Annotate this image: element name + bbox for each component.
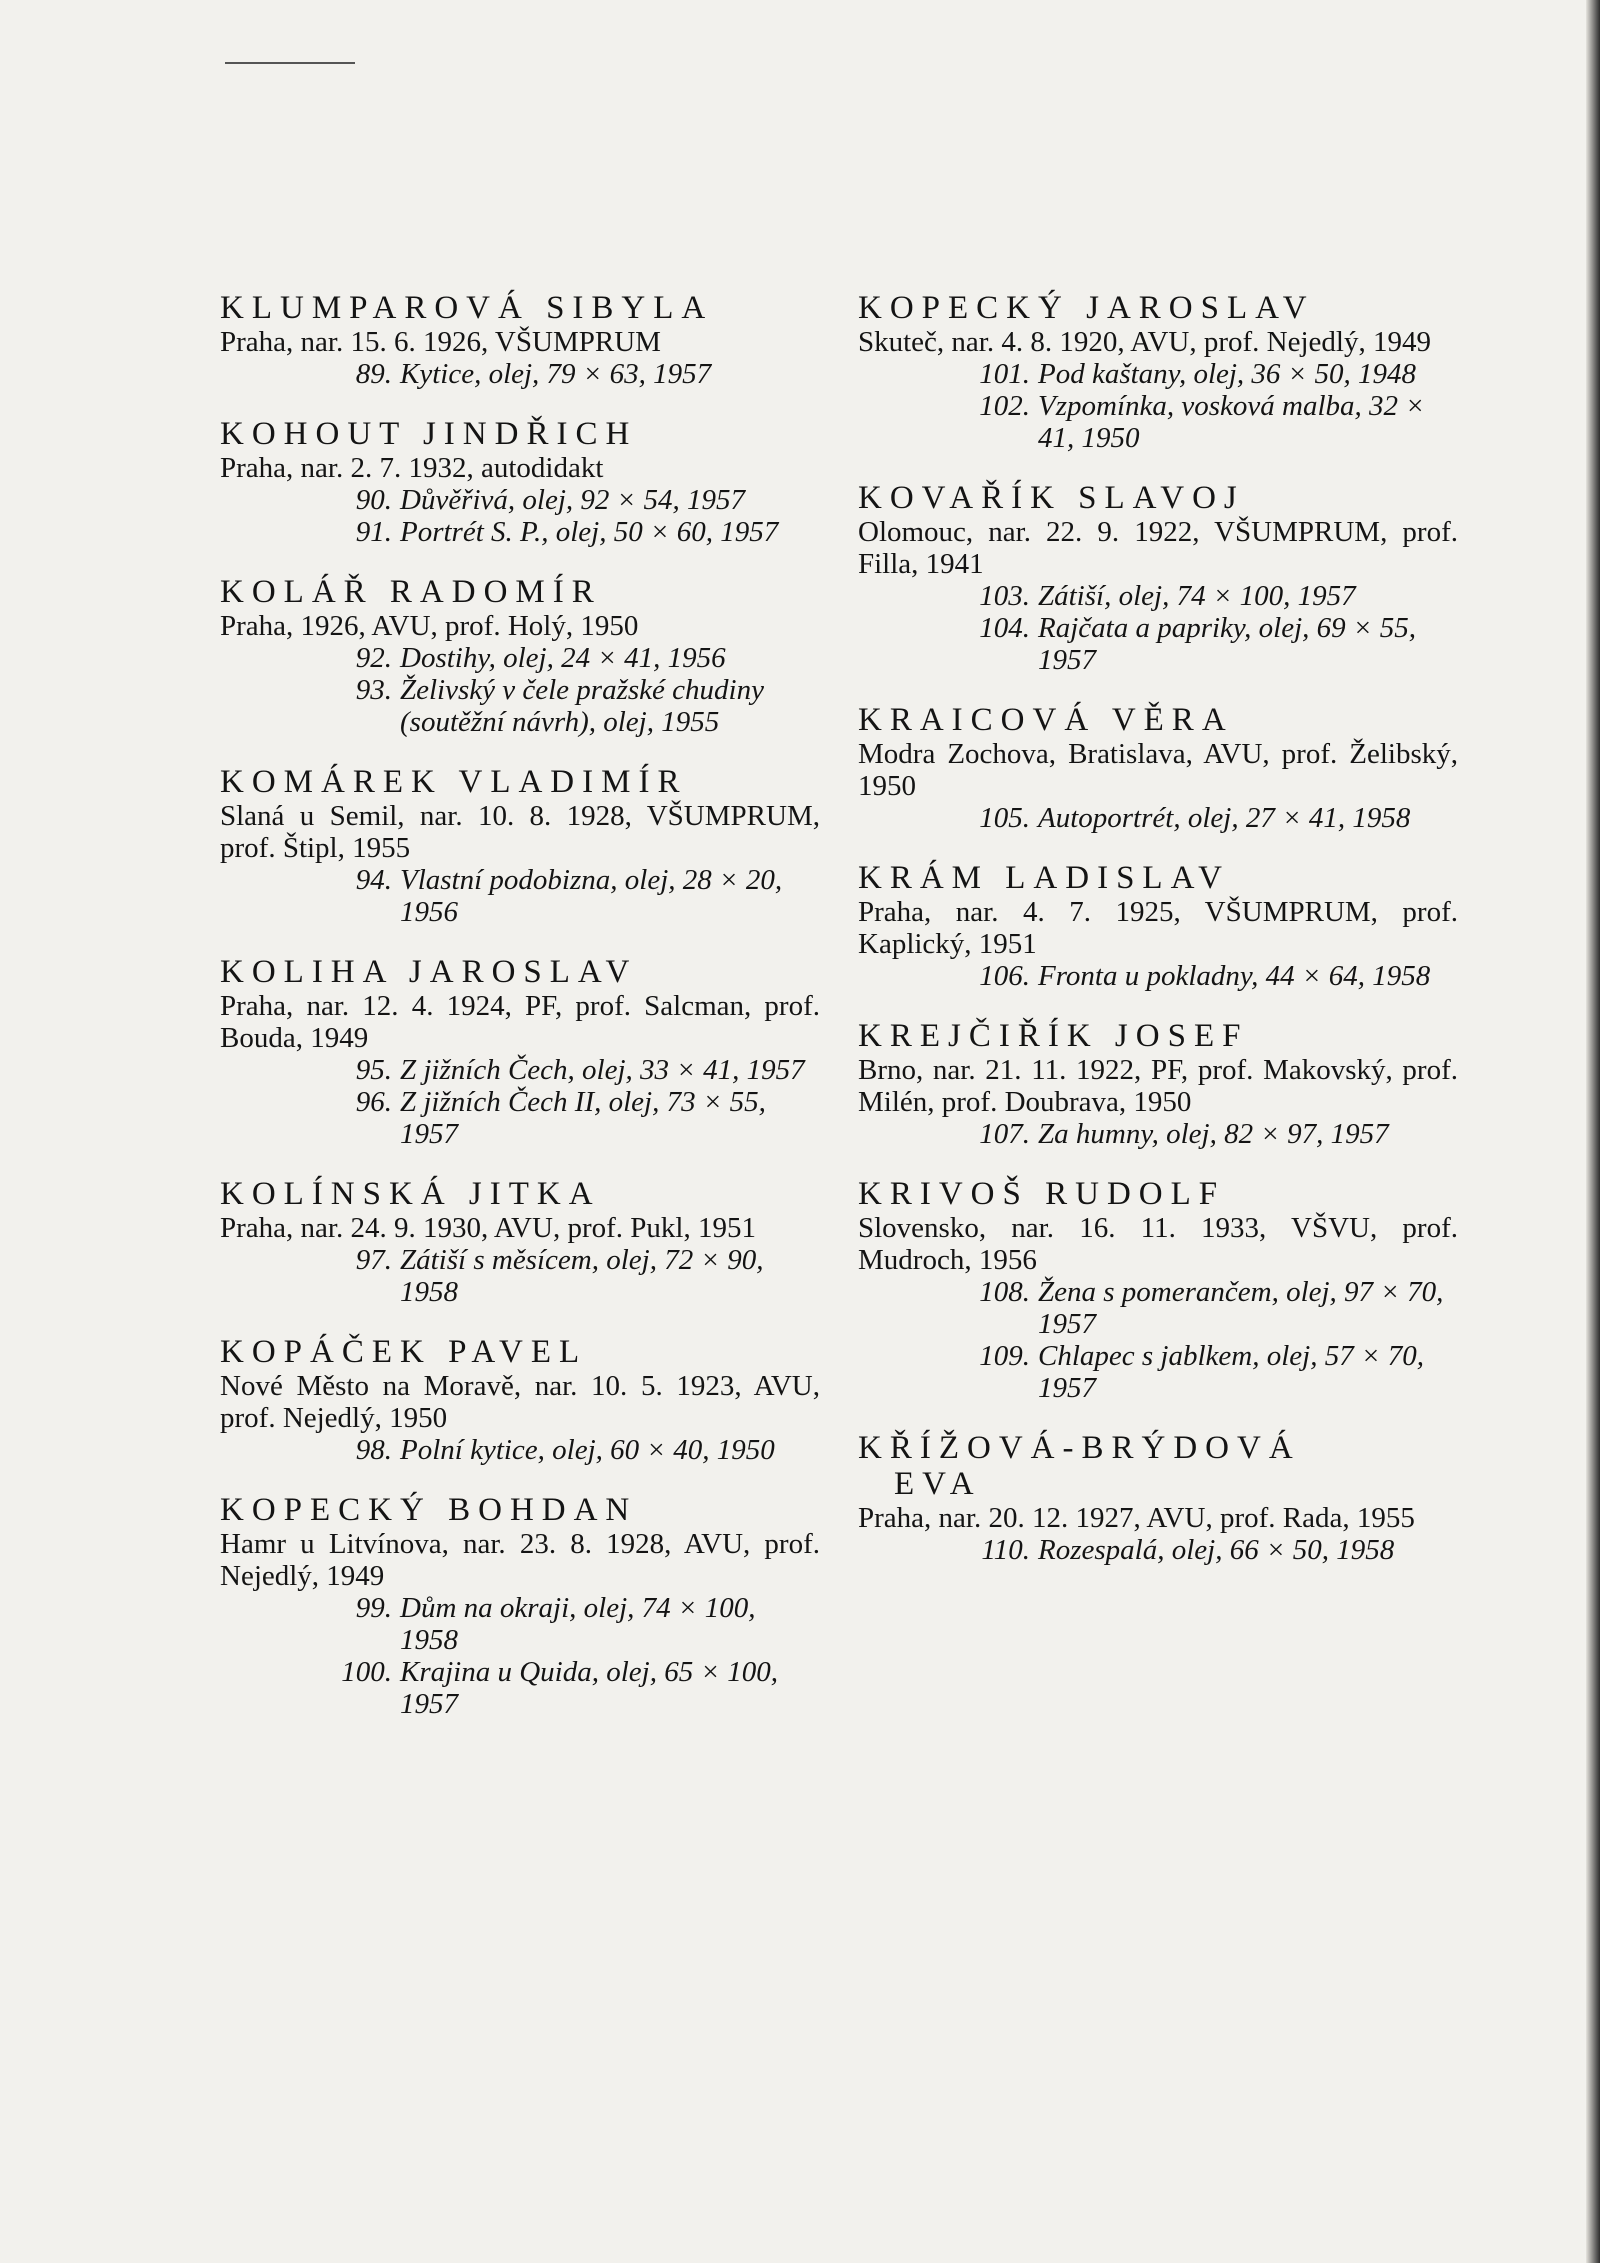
artwork-description: Vlastní podobizna, olej, 28 × 20, 1956 [400,864,783,928]
artist-entry-krivos-rudolf [858,1176,1458,1404]
artist-entry-kopecky-jaroslav [858,290,1458,454]
artwork-number: 99. [355,1592,392,1624]
artwork-number: 94. [355,864,392,896]
artwork-item [858,358,1458,390]
artist-name: KRÁM LADISLAV [858,860,1230,896]
artwork-item [858,1340,1458,1404]
artwork-description: Vzpomínka, vosková malba, 32 × 41, 1950 [1038,390,1425,454]
artwork-item [220,1244,820,1308]
artwork-description: Z jižních Čech II, olej, 73 × 55, 1957 [400,1086,766,1150]
artist-bio: Slovensko, nar. 16. 11. 1933, VŠVU, prof. Mudroch, 1956 [858,1212,1458,1276]
artwork-description: Za humny, olej, 82 × 97, 1957 [1038,1118,1389,1150]
artist-name: KOHOUT JINDŘICH [220,416,638,452]
artist-entry-kopacek-pavel [220,1334,820,1466]
artist-bio: Praha, nar. 15. 6. 1926, VŠUMPRUM [220,326,661,358]
artwork-description: Důvěřivá, olej, 92 × 54, 1957 [400,484,745,516]
artist-bio: Slaná u Semil, nar. 10. 8. 1928, VŠUMPRUM, prof. Štipl, 1955 [220,800,820,864]
artwork-number: 91. [355,516,392,548]
artist-name: KOPECKÝ JAROSLAV [858,290,1315,326]
artwork-item [220,1656,820,1720]
artwork-description: Zátiší s měsícem, olej, 72 × 90, 1958 [400,1244,764,1308]
artist-bio: Praha, nar. 12. 4. 1924, PF, prof. Salcman, prof. Bouda, 1949 [220,990,820,1054]
artwork-item [220,358,820,390]
artwork-item [220,1054,820,1086]
artwork-description: Rozespalá, olej, 66 × 50, 1958 [1038,1534,1395,1566]
artwork-description: Polní kytice, olej, 60 × 40, 1950 [400,1434,775,1466]
artwork-description: Kytice, olej, 79 × 63, 1957 [400,358,712,390]
artist-entry-kolar-radomir [220,574,820,738]
artist-name: KOPÁČEK PAVEL [220,1334,588,1370]
artwork-description: Dostihy, olej, 24 × 41, 1956 [400,642,726,674]
artist-name: KOPECKÝ BOHDAN [220,1492,638,1528]
artist-entry-krizova-brydova [858,1430,1458,1566]
artist-name: KLUMPAROVÁ SIBYLA [220,290,714,326]
artist-name: KOLÍNSKÁ JITKA [220,1176,601,1212]
artwork-number: 110. [981,1534,1030,1566]
artist-entry-koliha-jaroslav [220,954,820,1150]
artwork-number: 102. [979,390,1030,422]
artwork-description: Žena s pomerančem, olej, 97 × 70, 1957 [1038,1276,1444,1340]
artwork-item [858,802,1458,834]
artist-bio: Praha, nar. 24. 9. 1930, AVU, prof. Pukl, 1951 [220,1212,756,1244]
artist-bio: Praha, nar. 2. 7. 1932, autodidakt [220,452,604,484]
artist-entry-kraicova-vera [858,702,1458,834]
artwork-description: Želivský v čele pražské chudiny (soutěžní návrh), olej, 1955 [400,674,764,738]
artist-name-line2: EVA [894,1466,982,1502]
artwork-number: 101. [979,358,1030,390]
artwork-number: 95. [355,1054,392,1086]
artwork-item [858,1534,1458,1566]
artwork-number: 106. [979,960,1030,992]
artwork-description: Fronta u pokladny, 44 × 64, 1958 [1038,960,1431,992]
artist-bio: Nové Město na Moravě, nar. 10. 5. 1923, AVU, prof. Nejedlý, 1950 [220,1370,820,1434]
artwork-number: 100. [341,1656,392,1688]
artwork-description: Autoportrét, olej, 27 × 41, 1958 [1038,802,1411,834]
artwork-number: 97. [355,1244,392,1276]
artist-bio: Brno, nar. 21. 11. 1922, PF, prof. Makovský, prof. Milén, prof. Doubrava, 1950 [858,1054,1458,1118]
artwork-item [858,612,1458,676]
artist-name: KOMÁREK VLADIMÍR [220,764,688,800]
artwork-item [858,390,1458,454]
artwork-item [220,1434,820,1466]
artwork-description: Z jižních Čech, olej, 33 × 41, 1957 [400,1054,805,1086]
artwork-number: 92. [355,642,392,674]
artwork-item [858,1276,1458,1340]
artist-bio: Modra Zochova, Bratislava, AVU, prof. Želibský, 1950 [858,738,1458,802]
artist-bio: Praha, 1926, AVU, prof. Holý, 1950 [220,610,639,642]
artwork-item [220,1086,820,1150]
artist-bio: Praha, nar. 20. 12. 1927, AVU, prof. Rada, 1955 [858,1502,1415,1534]
artwork-number: 107. [979,1118,1030,1150]
artwork-item [858,580,1458,612]
artist-name: KRAICOVÁ VĚRA [858,702,1234,738]
artist-entry-kovarik-slavoj [858,480,1458,676]
artwork-description: Pod kaštany, olej, 36 × 50, 1948 [1038,358,1417,390]
artist-name: KŘÍŽOVÁ-BRÝDOVÁ [858,1430,1301,1466]
artwork-number: 89. [355,358,392,390]
artwork-number: 104. [979,612,1030,644]
left-column [220,290,820,1746]
page-edge-shadow [1586,0,1600,2263]
artwork-number: 93. [355,674,392,706]
artwork-item [220,516,820,548]
artist-entry-klumparova-sibyla [220,290,820,390]
artwork-item [220,674,820,738]
artwork-number: 103. [979,580,1030,612]
artwork-description: Rajčata a papriky, olej, 69 × 55, 1957 [1038,612,1416,676]
artist-name: KOVAŘÍK SLAVOJ [858,480,1245,516]
artwork-description: Chlapec s jablkem, olej, 57 × 70, 1957 [1038,1340,1425,1404]
artwork-description: Dům na okraji, olej, 74 × 100, 1958 [400,1592,756,1656]
artwork-number: 108. [979,1276,1030,1308]
artwork-number: 98. [355,1434,392,1466]
artwork-description: Zátiší, olej, 74 × 100, 1957 [1038,580,1356,612]
artist-bio: Skuteč, nar. 4. 8. 1920, AVU, prof. Nejedlý, 1949 [858,326,1431,358]
artwork-item [220,642,820,674]
artist-entry-kohout-jindrich [220,416,820,548]
right-column [858,290,1458,1592]
artwork-description: Krajina u Quida, olej, 65 × 100, 1957 [400,1656,779,1720]
artwork-number: 90. [355,484,392,516]
top-rule [225,62,355,64]
artist-bio: Hamr u Litvínova, nar. 23. 8. 1928, AVU, prof. Nejedlý, 1949 [220,1528,820,1592]
artist-name: KOLIHA JAROSLAV [220,954,638,990]
artist-bio: Praha, nar. 4. 7. 1925, VŠUMPRUM, prof. Kaplický, 1951 [858,896,1458,960]
artwork-item [220,864,820,928]
artist-name: KREJČIŘÍK JOSEF [858,1018,1249,1054]
artist-entry-kram-ladislav [858,860,1458,992]
artist-bio: Olomouc, nar. 22. 9. 1922, VŠUMPRUM, prof. Filla, 1941 [858,516,1458,580]
artist-name: KRIVOŠ RUDOLF [858,1176,1226,1212]
artwork-item [858,1118,1458,1150]
artwork-number: 96. [355,1086,392,1118]
artwork-item [220,1592,820,1656]
artwork-number: 105. [979,802,1030,834]
artwork-number: 109. [979,1340,1030,1372]
artist-entry-komarek-vladimir [220,764,820,928]
artist-entry-kopecky-bohdan [220,1492,820,1720]
artist-name: KOLÁŘ RADOMÍR [220,574,602,610]
artist-entry-kolinska-jitka [220,1176,820,1308]
artist-entry-krejcirik-josef [858,1018,1458,1150]
artwork-description: Portrét S. P., olej, 50 × 60, 1957 [400,516,779,548]
artwork-item [858,960,1458,992]
artwork-item [220,484,820,516]
